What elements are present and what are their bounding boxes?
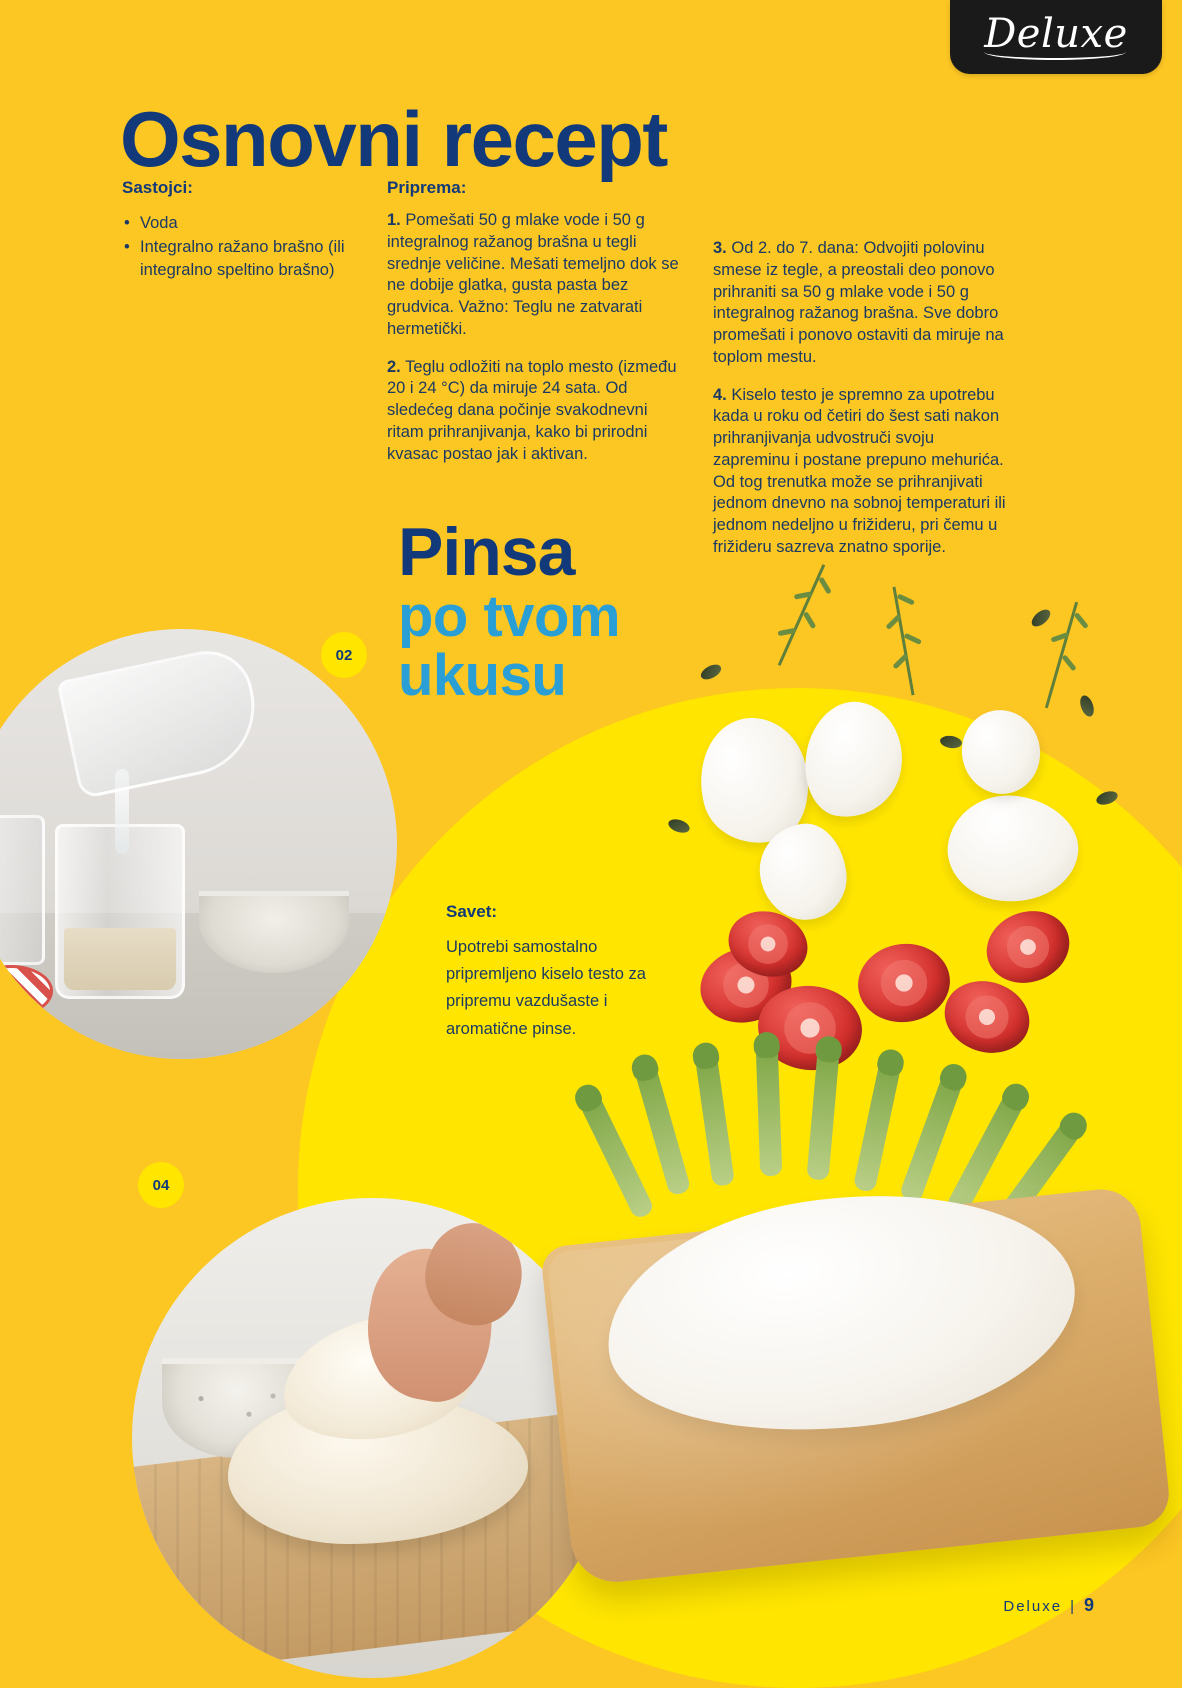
pumpkin-seed [1029, 606, 1054, 629]
thyme-sprig [778, 564, 825, 666]
step-number: 2. [387, 357, 401, 376]
page-number: 9 [1083, 1595, 1094, 1615]
deluxe-logo-text: Deluxe [984, 11, 1128, 57]
feature-heading-line-2: po tvom [398, 583, 621, 649]
preparation-step [713, 385, 1013, 559]
ingredients-list [122, 212, 367, 281]
ingredients-heading: Sastojci: [122, 178, 193, 197]
deluxe-logo-badge [950, 0, 1162, 74]
step-text: Pomešati 50 g mlake vode i 50 g integralnog ražanog brašna u tegli srednje veličine. Mešati temeljno dok se ne dobije glatka, gusta pasta bez grudvica. Važno: Teglu ne zatvarati hermetički. [387, 211, 679, 338]
tip-text: Upotrebi samostalno pripremljeno kiselo testo za pripremu vazdušaste i aromatične pinse. [446, 938, 646, 1038]
pumpkin-seed [698, 662, 723, 683]
ingredients-section [122, 178, 367, 283]
step-number: 4. [713, 385, 727, 404]
tip-box [446, 902, 646, 1043]
feature-heading-line-1: Pinsa [398, 514, 575, 590]
preparation-heading: Priprema: [387, 178, 467, 197]
photo-stretching-dough [132, 1198, 612, 1678]
pumpkin-seed [1078, 694, 1097, 719]
list-item: • Integralno ražano brašno (ili integralno speltino brašno) [140, 236, 367, 281]
flour-in-jar [64, 928, 176, 990]
step-text: Kiselo testo je spremno za upotrebu kada u roku od četiri do šest sati nakon prihranjivanja udvostruči svoju zapreminu i postane prepuno mehurića. Od tog trenutka može se prihranjivati jednom dnevno na sobnoj temperaturi ili jednom nedeljno u frižideru, pri čemu u frižideru sazreva znatno sporije. [713, 385, 1006, 556]
footer-brand: Deluxe [1003, 1598, 1063, 1615]
preparation-step [713, 238, 1013, 369]
background-jar [0, 815, 45, 965]
step-number: 3. [713, 239, 727, 257]
list-item: • Voda [140, 212, 367, 234]
feature-heading-line-3: ukusu [398, 642, 567, 708]
step-text: Od 2. do 7. dana: Odvojiti polovinu smese iz tegle, a preostali deo ponovo prihraniti sa 50 g mlake vode i 50 g integralnog ražanog brašna. Sve dobro promešati i ponovo ostaviti da miruje na toplom mestu. [713, 239, 1004, 366]
preparation-step [387, 210, 687, 341]
page-title: Osnovni recept [120, 95, 667, 184]
thyme-sprig [892, 587, 914, 696]
step-badge-04: 04 [138, 1162, 184, 1208]
preparation-column-right [713, 210, 1013, 575]
photo-pouring-water [0, 629, 397, 1059]
logo-swash-underline [984, 44, 1126, 60]
preparation-step [387, 357, 687, 466]
step-badge-02: 02 [321, 632, 367, 678]
step-text: Teglu odložiti na toplo mesto (između 20 i 24 °C) da miruje 24 sata. Od sledećeg dana počinje svakodnevni ritam prihranjivanja, kako bi prirodni kvasac postao jak i aktivan. [387, 357, 677, 463]
tip-heading: Savet: [446, 902, 498, 921]
footer-separator: | [1070, 1598, 1076, 1615]
step-number: 1. [387, 211, 401, 229]
page-footer [1003, 1595, 1094, 1616]
feature-heading [398, 514, 621, 708]
thyme-sprig [1045, 602, 1078, 709]
